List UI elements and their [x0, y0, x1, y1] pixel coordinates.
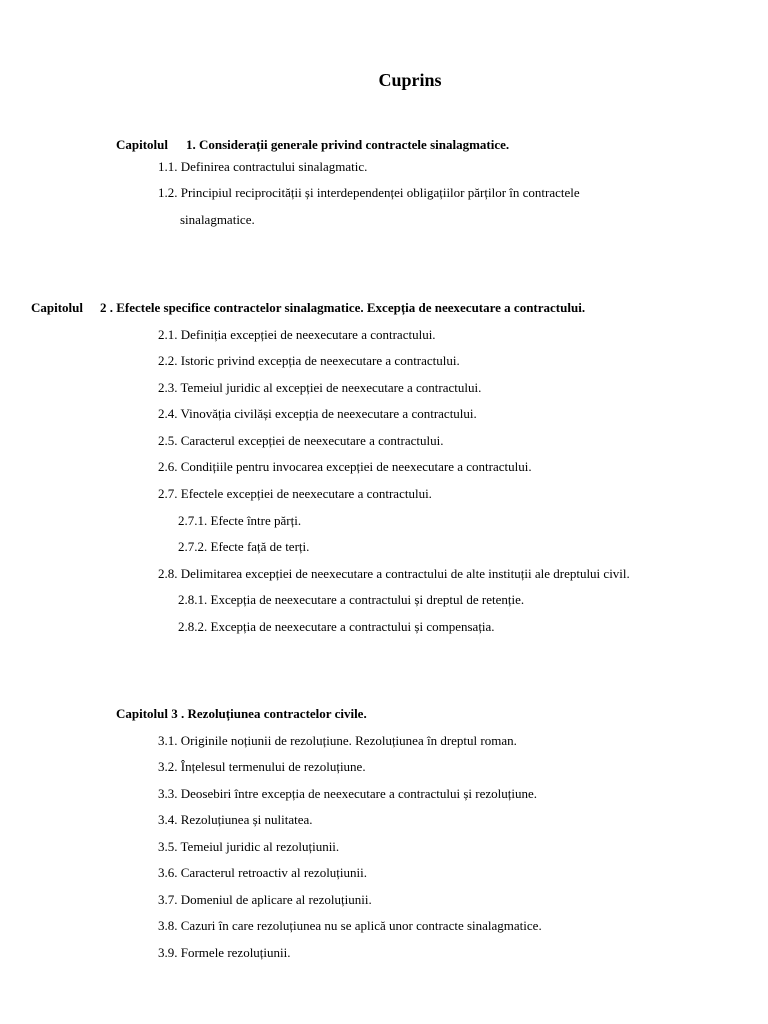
toc-item-3-2: 3.2. Înțelesul termenului de rezoluțiune.: [158, 759, 366, 774]
toc-item-2-1: 2.1. Definiția excepției de neexecutare a contractului.: [158, 327, 436, 342]
toc-item-2-7-1: 2.7.1. Efecte între părți.: [178, 513, 302, 528]
chapter-3-heading: Capitolul 3 . Rezoluțiunea contractelor civile.: [116, 706, 367, 721]
toc-item-3-8: 3.8. Cazuri în care rezoluțiunea nu se aplică unor contracte sinalagmatice.: [158, 918, 542, 933]
toc-item-2-6: 2.6. Condițiile pentru invocarea excepției de neexecutare a contractului.: [158, 459, 532, 474]
toc-item-1-2-line-1: 1.2. Principiul reciprocității și interdependenței obligațiilor părților în contractele: [158, 185, 580, 200]
chapter-1-heading: [116, 137, 509, 153]
chapter-2-title: 2 . Efectele specifice contractelor sinalagmatice. Excepția de neexecutare a contractului.: [100, 300, 586, 315]
toc-item-3-7: 3.7. Domeniul de aplicare al rezoluțiunii.: [158, 892, 372, 907]
toc-item-2-2: 2.2. Istoric privind excepția de neexecutare a contractului.: [158, 353, 460, 368]
chapter-1-label: Capitolul: [116, 137, 169, 152]
toc-item-3-5: 3.5. Temeiul juridic al rezoluțiunii.: [158, 839, 340, 854]
chapter-2-heading: [31, 300, 585, 316]
toc-item-1-2: [158, 179, 663, 233]
toc-item-1-1: 1.1. Definirea contractului sinalagmatic.: [158, 159, 368, 174]
chapter-2-label: Capitolul: [31, 300, 84, 315]
toc-item-2-7-2: 2.7.2. Efecte față de terți.: [178, 539, 310, 554]
toc-item-2-8-1: 2.8.1. Excepția de neexecutare a contractului și dreptul de retenție.: [178, 592, 525, 607]
chapter-1-title: 1. Considerații generale privind contractele sinalagmatice.: [186, 137, 510, 152]
toc-item-3-4: 3.4. Rezoluțiunea și nulitatea.: [158, 812, 313, 827]
page-title: Cuprins: [378, 70, 442, 90]
toc-item-2-5: 2.5. Caracterul excepției de neexecutare a contractului.: [158, 433, 444, 448]
toc-item-2-3: 2.3. Temeiul juridic al excepției de neexecutare a contractului.: [158, 380, 482, 395]
toc-item-2-7: 2.7. Efectele excepției de neexecutare a contractului.: [158, 486, 432, 501]
toc-item-3-3: 3.3. Deosebiri între excepția de neexecutare a contractului și rezoluțiune.: [158, 786, 537, 801]
toc-item-3-1: 3.1. Originile noțiunii de rezoluțiune. Rezoluțiunea în dreptul roman.: [158, 733, 517, 748]
toc-item-3-6: 3.6. Caracterul retroactiv al rezoluțiunii.: [158, 865, 367, 880]
toc-item-2-8: 2.8. Delimitarea excepției de neexecutare a contractului de alte instituții ale dreptului civil.: [158, 566, 630, 581]
toc-item-3-9: 3.9. Formele rezoluțiunii.: [158, 945, 291, 960]
toc-item-2-8-2: 2.8.2. Excepția de neexecutare a contractului și compensația.: [178, 619, 495, 634]
toc-item-2-4: 2.4. Vinovăția civilăși excepția de neexecutare a contractului.: [158, 406, 477, 421]
toc-item-1-2-line-2: sinalagmatice.: [180, 212, 255, 227]
